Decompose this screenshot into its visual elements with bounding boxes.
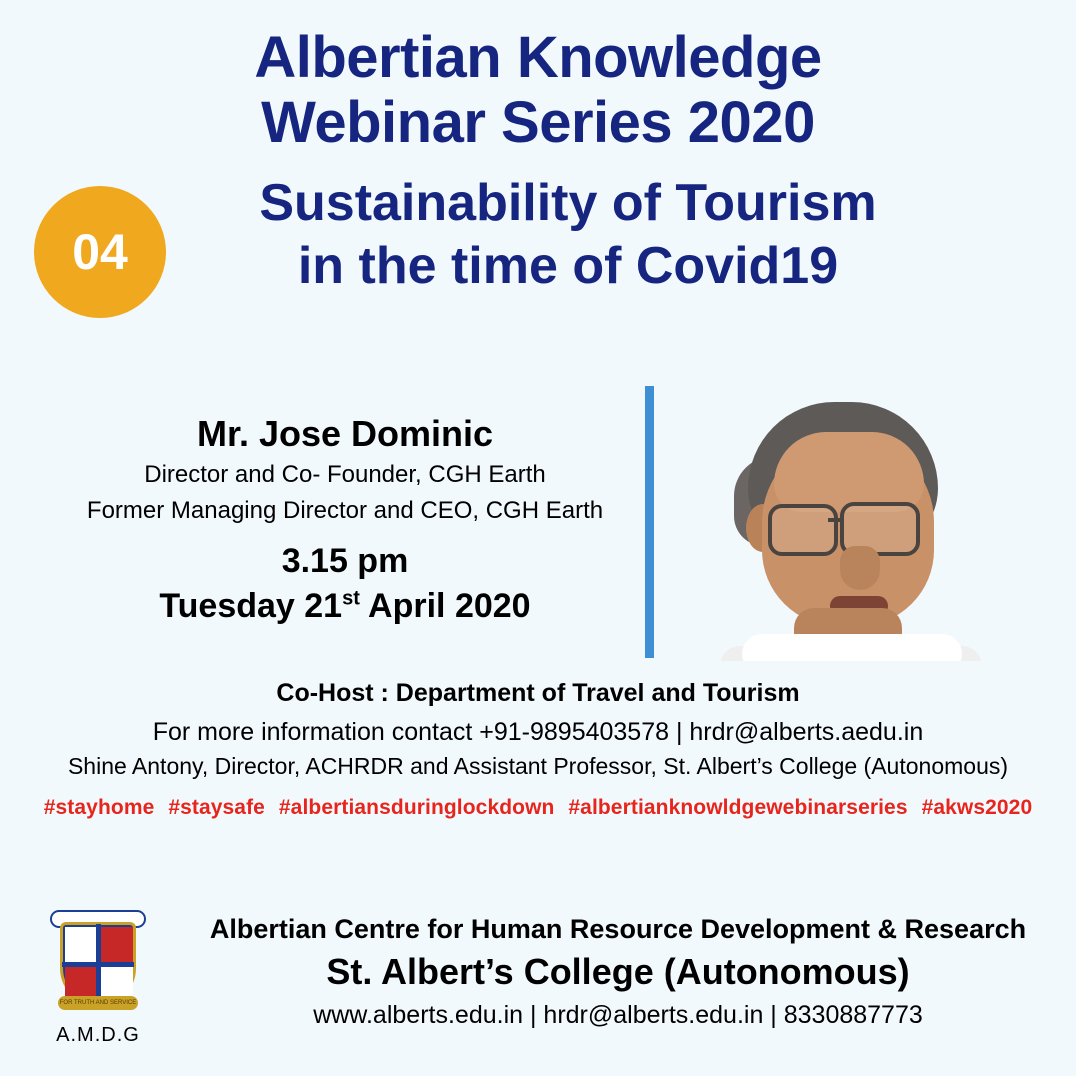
topic-row xyxy=(0,172,1076,352)
contact-line: For more information contact +91-9895403578 | hrdr@alberts.aedu.in xyxy=(152,717,924,746)
event-time: 3.15 pm xyxy=(281,542,409,581)
organisation-name: Albertian Centre for Human Resource Development & Research xyxy=(209,914,1027,944)
speaker-section xyxy=(0,386,1076,661)
college-crest-icon xyxy=(44,908,152,1020)
series-title xyxy=(0,0,1076,156)
topic-line-2: in the time of Covid19 xyxy=(297,237,839,296)
event-date-ordinal: st xyxy=(342,588,360,611)
coordinator-line: Shine Antony, Director, ACHRDR and Assistant Professor, St. Albert’s College (Autonomous) xyxy=(67,752,1009,779)
topic-line-1: Sustainability of Tourism xyxy=(259,173,877,232)
event-date-suffix: April 2020 xyxy=(359,587,531,626)
college-logo-wrap xyxy=(28,908,168,1047)
series-title-line-1: Albertian Knowledge xyxy=(254,25,822,90)
event-date xyxy=(60,587,630,626)
vertical-divider xyxy=(645,386,654,658)
college-name: St. Albert’s College (Autonomous) xyxy=(326,951,910,992)
college-contact: www.alberts.edu.in | hrdr@alberts.edu.in | 8330887773 xyxy=(313,1001,923,1029)
hashtag-item: #akws2020 xyxy=(921,795,1033,819)
speaker-details xyxy=(60,412,630,627)
event-date-prefix: Tuesday 21 xyxy=(159,587,343,626)
footer xyxy=(0,908,1076,1068)
hashtag-row xyxy=(0,796,1076,820)
hashtag-item: #albertianknowldgewebinarseries xyxy=(568,795,908,819)
amdg-label: A.M.D.G xyxy=(56,1024,140,1046)
hashtag-item: #albertiansduringlockdown xyxy=(278,795,555,819)
footer-text xyxy=(170,914,1066,1030)
speaker-role-line-1: Director and Co- Founder, CGH Earth xyxy=(144,461,546,489)
speaker-name: Mr. Jose Dominic xyxy=(196,412,494,454)
hashtag-item: #stayhome xyxy=(43,795,155,819)
series-title-line-2: Webinar Series 2020 xyxy=(261,89,815,155)
episode-number-badge: 04 xyxy=(34,186,166,318)
speaker-role-line-2: Former Managing Director and CEO, CGH Earth xyxy=(86,496,604,524)
cohost-line: Co-Host : Department of Travel and Tourism xyxy=(276,678,800,707)
info-block xyxy=(0,679,1076,820)
crest-motto: FOR TRUTH AND SERVICE xyxy=(58,996,138,1010)
hashtag-item: #staysafe xyxy=(168,795,265,819)
speaker-portrait xyxy=(690,396,990,661)
